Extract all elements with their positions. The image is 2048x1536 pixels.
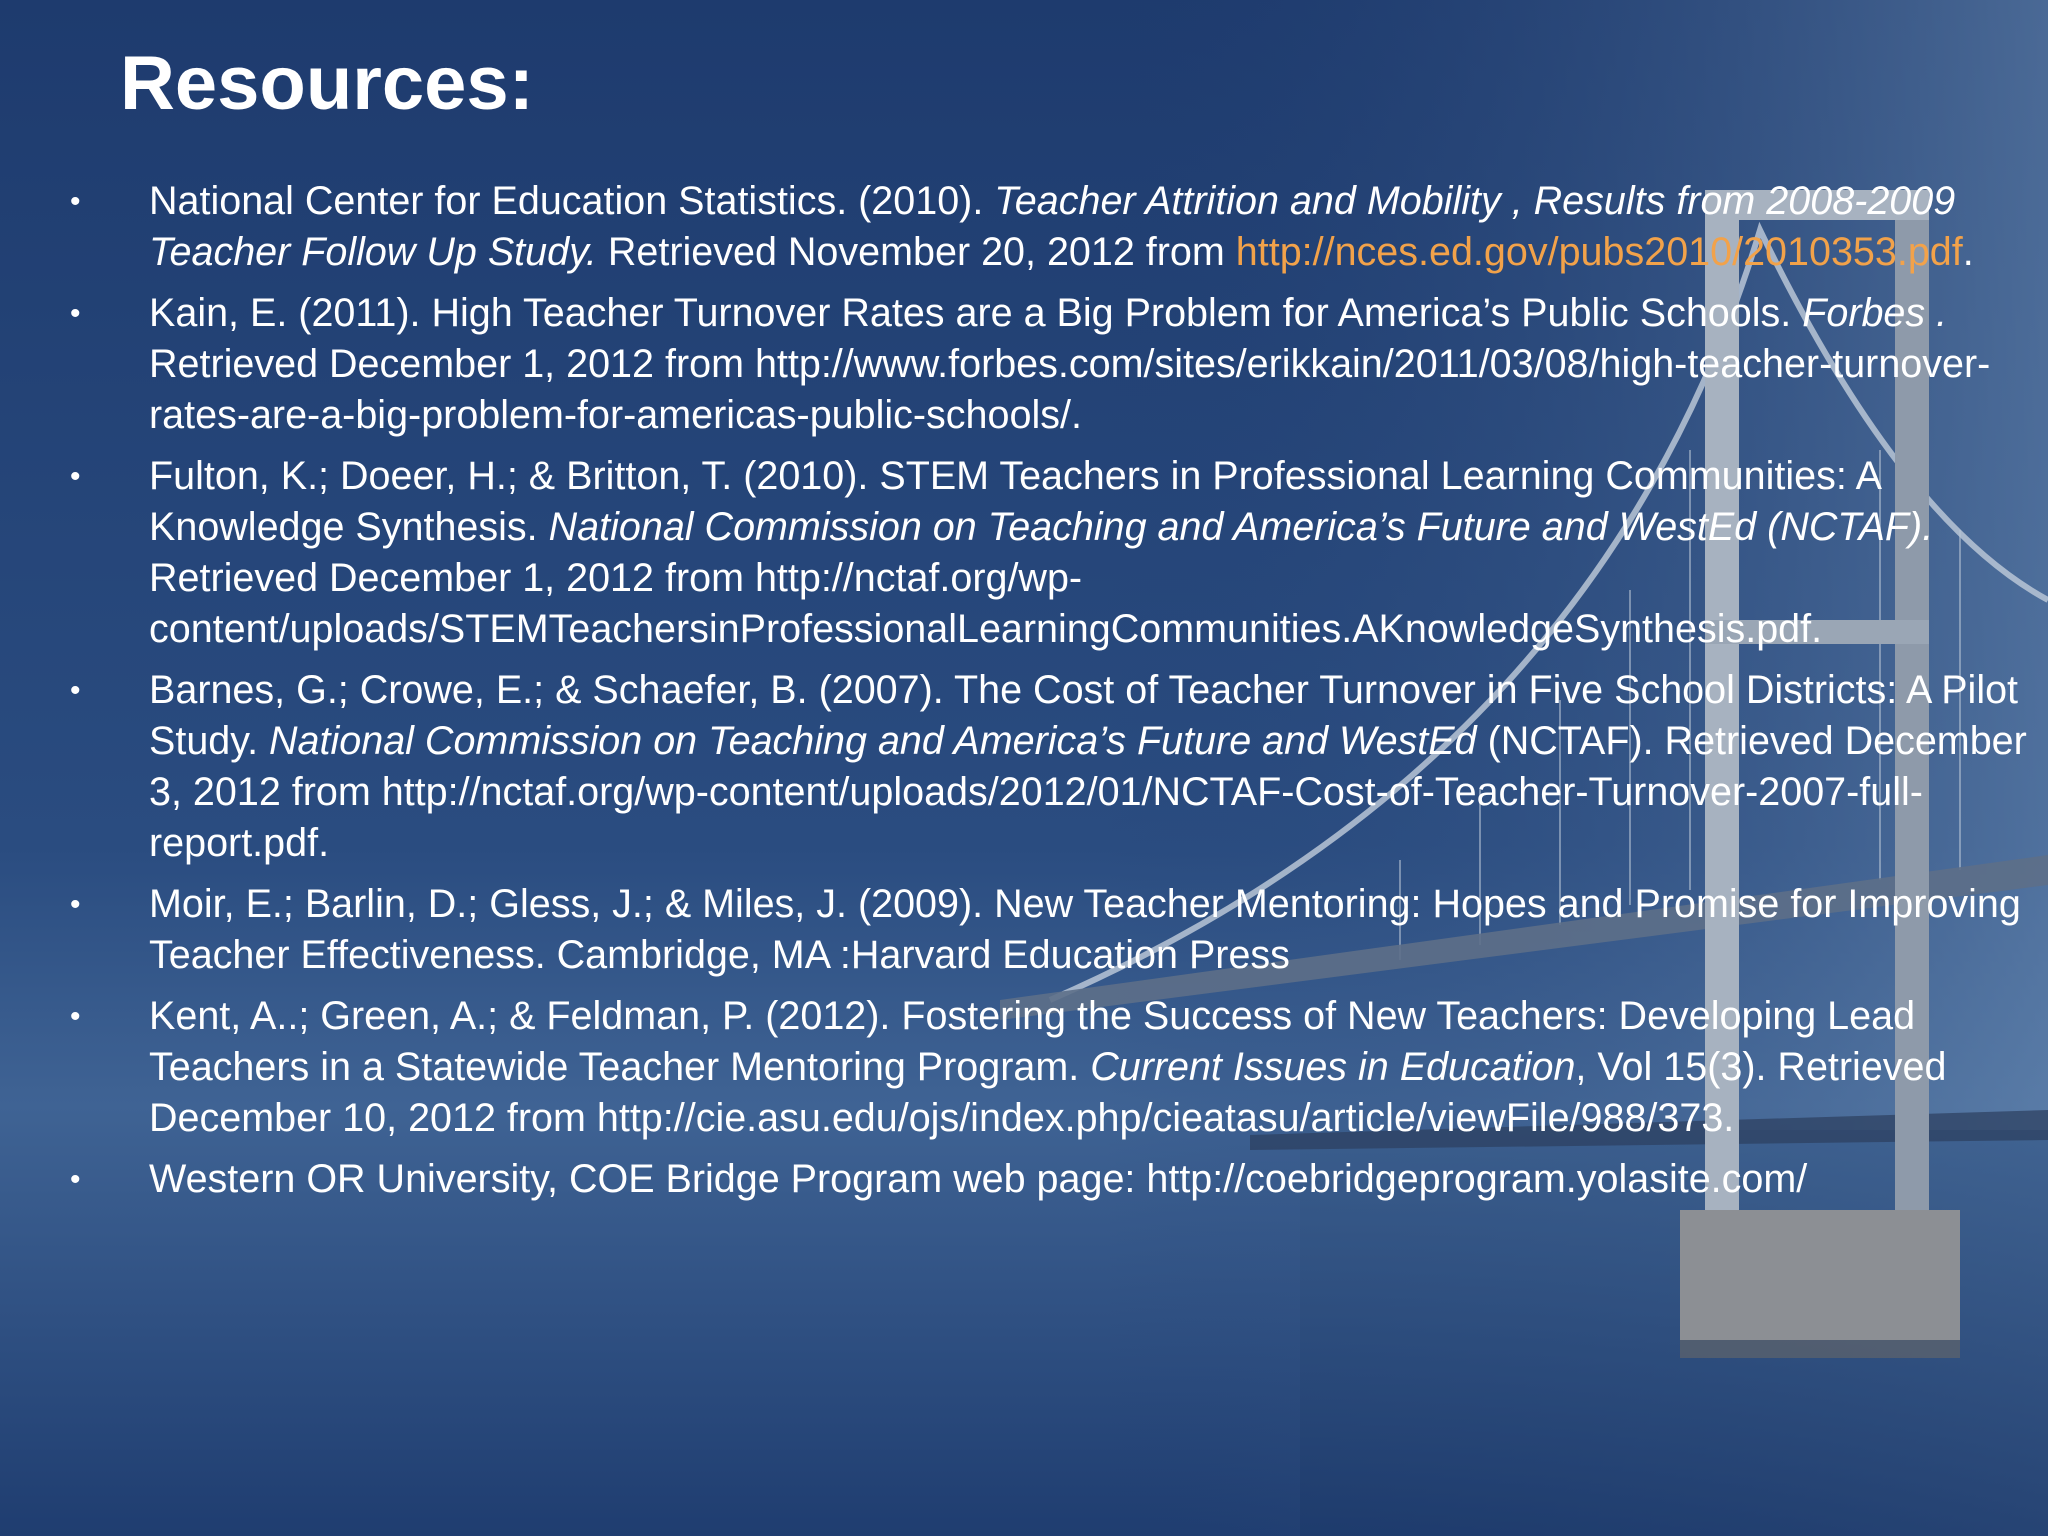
reference-text: Kain, E. (2011). High Teacher Turnover Rates are a Big Problem for America’s Public Schools. xyxy=(149,291,1803,335)
reference-text: Moir, E.; Barlin, D.; Gless, J.; & Miles, J. (2009). New Teacher Mentoring: Hopes and Promise for Improving Teacher Effectiveness. Cambridge, MA :Harvard Education Press xyxy=(149,882,2021,977)
bullet-icon: • xyxy=(70,460,81,493)
reference-item-moir xyxy=(70,879,2030,981)
reference-text: , Vol 15(3). Retrieved December 10, 2012 from http://cie.asu.edu/ojs/index.php/cieatasu/article/viewFile/988/373. xyxy=(149,1045,1947,1140)
reference-text: Fulton, K.; Doeer, H.; & Britton, T. (2010). STEM Teachers in Professional Learning Communities: A Knowledge Synthesis. xyxy=(149,454,1880,549)
reference-list xyxy=(70,176,2030,1215)
slide-title: Resources: xyxy=(120,41,534,126)
bullet-icon: • xyxy=(70,297,81,330)
reference-title-italic: Forbes . xyxy=(1802,291,1948,335)
bullet-icon: • xyxy=(70,888,81,921)
reference-item-nces xyxy=(70,176,2030,278)
reference-text: Barnes, G.; Crowe, E.; & Schaefer, B. (2007). The Cost of Teacher Turnover in Five School Districts: A Pilot Study. xyxy=(149,668,2019,763)
bullet-icon: • xyxy=(70,1000,81,1033)
reference-text: Western OR University, COE Bridge Program web page: http://coebridgeprogram.yolasite.com/ xyxy=(149,1157,1808,1201)
reference-item-kent xyxy=(70,991,2030,1144)
reference-text: (NCTAF). Retrieved December 3, 2012 from http://nctaf.org/wp-content/uploads/2012/01/NCTAF-Cost-of-Teacher-Turnover-2007-full-report.pdf. xyxy=(149,719,2027,865)
reference-item-kain xyxy=(70,288,2030,441)
reference-item-fulton xyxy=(70,451,2030,655)
reference-item-barnes xyxy=(70,665,2030,869)
reference-title-italic: National Commission on Teaching and America’s Future and WestEd xyxy=(269,719,1477,763)
reference-item-western-or xyxy=(70,1154,2030,1205)
reference-text: Kent, A..; Green, A.; & Feldman, P. (2012). Fostering the Success of New Teachers: Developing Lead Teachers in a Statewide Teacher Mentoring Program. xyxy=(149,994,1916,1089)
reference-title-italic: National Commission on Teaching and America’s Future and WestEd (NCTAF). xyxy=(548,505,1934,549)
bullet-icon: • xyxy=(70,674,81,707)
reference-text: Retrieved November 20, 2012 from xyxy=(596,230,1236,274)
reference-text: Retrieved December 1, 2012 from http://www.forbes.com/sites/erikkain/2011/03/08/high-teacher-turnover-rates-are-a-big-problem-for-americas-public-schools/. xyxy=(149,342,1991,437)
bullet-icon: • xyxy=(70,185,81,218)
reference-text: National Center for Education Statistics. (2010). xyxy=(149,179,995,223)
reference-title-italic: Teacher Attrition and Mobility , Results from 2008-2009 Teacher Follow Up Study. xyxy=(149,179,1956,274)
bullet-icon: • xyxy=(70,1163,81,1196)
reference-text: . xyxy=(1962,230,1974,274)
reference-title-italic: Current Issues in Education xyxy=(1090,1045,1576,1089)
reference-link[interactable]: http://nces.ed.gov/pubs2010/2010353.pdf xyxy=(1235,230,1963,274)
reference-text: Retrieved December 1, 2012 from http://nctaf.org/wp-content/uploads/STEMTeachersinProfessionalLearningCommunities.AKnowledgeSynthesis.pdf. xyxy=(149,556,1823,651)
